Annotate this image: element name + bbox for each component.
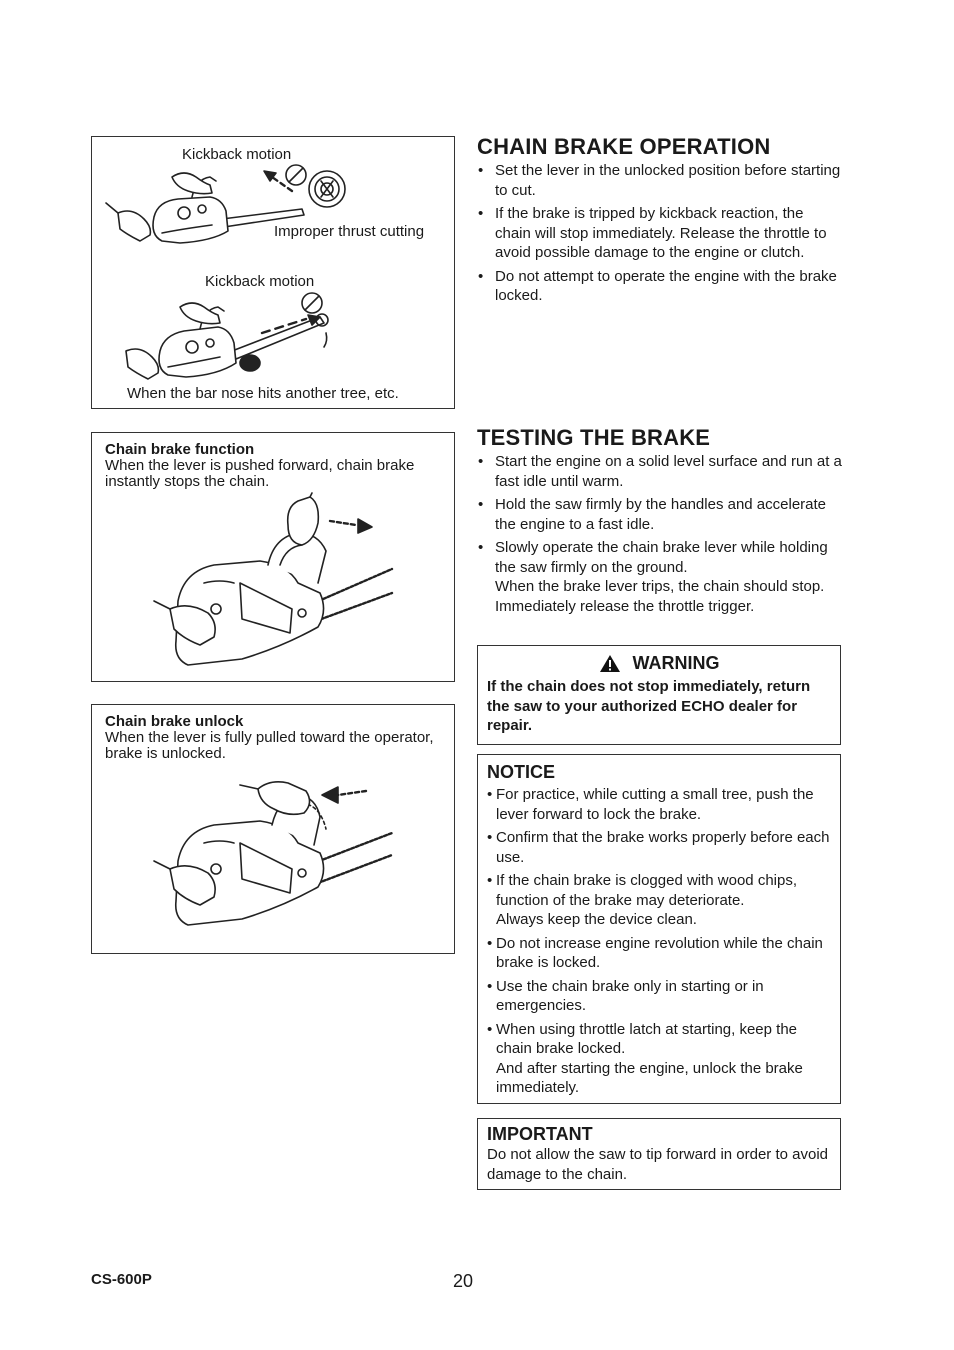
important-box (477, 1118, 841, 1190)
list-item (487, 1020, 831, 1098)
chainsaw-brake-pull-illustration (92, 705, 456, 955)
list-item: • Hold the saw firmly by the handles and accelerate the engine to a fast idle. (477, 495, 842, 534)
chain-brake-function-title: Chain brake function (105, 441, 255, 458)
list-item: • Do not attempt to operate the engine with the brake locked. (477, 267, 842, 306)
testing-the-brake-list (477, 452, 842, 620)
chain-brake-function-text: When the lever is pushed forward, chain brake instantly stops the chain. (105, 457, 415, 490)
list-item: • Use the chain brake only in starting or in emergencies. (487, 977, 831, 1016)
list-item: • If the brake is tripped by kickback reaction, the chain will stop immediately. Release the throttle to avoid possible damage to the engine or clutch. (477, 204, 842, 263)
notice-box (477, 754, 841, 1104)
list-item-line: Immediately release the throttle trigger. (495, 597, 755, 615)
list-item-line: • When using throttle latch at starting, keep the chain brake locked. (496, 1020, 798, 1057)
notice-heading: NOTICE (487, 762, 556, 782)
warning-box (477, 645, 841, 745)
page-number: 20 (453, 1271, 474, 1291)
notice-list (487, 785, 831, 1098)
list-item-line: And after starting the engine, unlock the brake immediately. (496, 1059, 803, 1096)
list-item: • Set the lever in the unlocked position before starting to cut. (477, 161, 842, 200)
testing-the-brake-heading: TESTING THE BRAKE (477, 425, 711, 450)
warning-text: If the chain does not stop immediately, return the saw to your authorized ECHO dealer for repair. (487, 678, 811, 734)
chain-brake-operation-heading: CHAIN BRAKE OPERATION (477, 134, 771, 159)
list-item-line: • If the chain brake is clogged with wood chips, function of the brake may deteriorate. (496, 872, 798, 909)
list-item (487, 871, 831, 930)
list-item: • Start the engine on a solid level surface and run at a fast idle until warm. (477, 452, 842, 491)
kickback-motion-label-top: Kickback motion (182, 146, 292, 163)
list-item: • For practice, while cutting a small tree, push the lever forward to lock the brake. (487, 785, 831, 824)
chain-brake-function-figure (91, 432, 455, 682)
list-item: • Do not increase engine revolution while the chain brake is locked. (487, 934, 831, 973)
chainsaw-kickback-illustration-bottom (92, 137, 456, 410)
chain-brake-unlock-text: When the lever is fully pulled toward the operator, brake is unlocked. (105, 729, 434, 762)
list-item (477, 538, 842, 616)
warning-heading: WARNING (632, 653, 720, 673)
bar-nose-caption: When the bar nose hits another tree, etc. (127, 385, 399, 402)
important-heading: IMPORTANT (487, 1124, 593, 1144)
chain-brake-unlock-figure (91, 704, 455, 954)
list-item-line: Always keep the device clean. (496, 911, 697, 928)
list-item-line: When the brake lever trips, the chain should stop. (495, 578, 825, 595)
warning-header (487, 653, 831, 674)
improper-thrust-label: Improper thrust cutting (274, 223, 425, 240)
chain-brake-unlock-title: Chain brake unlock (105, 713, 244, 730)
important-text: Do not allow the saw to tip forward in order to avoid damage to the chain. (487, 1146, 829, 1183)
warning-triangle-icon (599, 654, 621, 673)
list-item: • Confirm that the brake works properly before each use. (487, 828, 831, 867)
chain-brake-operation-list (477, 161, 842, 310)
kickback-motion-label-bottom: Kickback motion (205, 273, 315, 290)
model-number: CS-600P (91, 1271, 152, 1288)
kickback-figure (91, 136, 455, 409)
chainsaw-brake-push-illustration (92, 433, 456, 683)
list-item-line: • Slowly operate the chain brake lever while holding the saw firmly on the ground. (495, 539, 828, 576)
